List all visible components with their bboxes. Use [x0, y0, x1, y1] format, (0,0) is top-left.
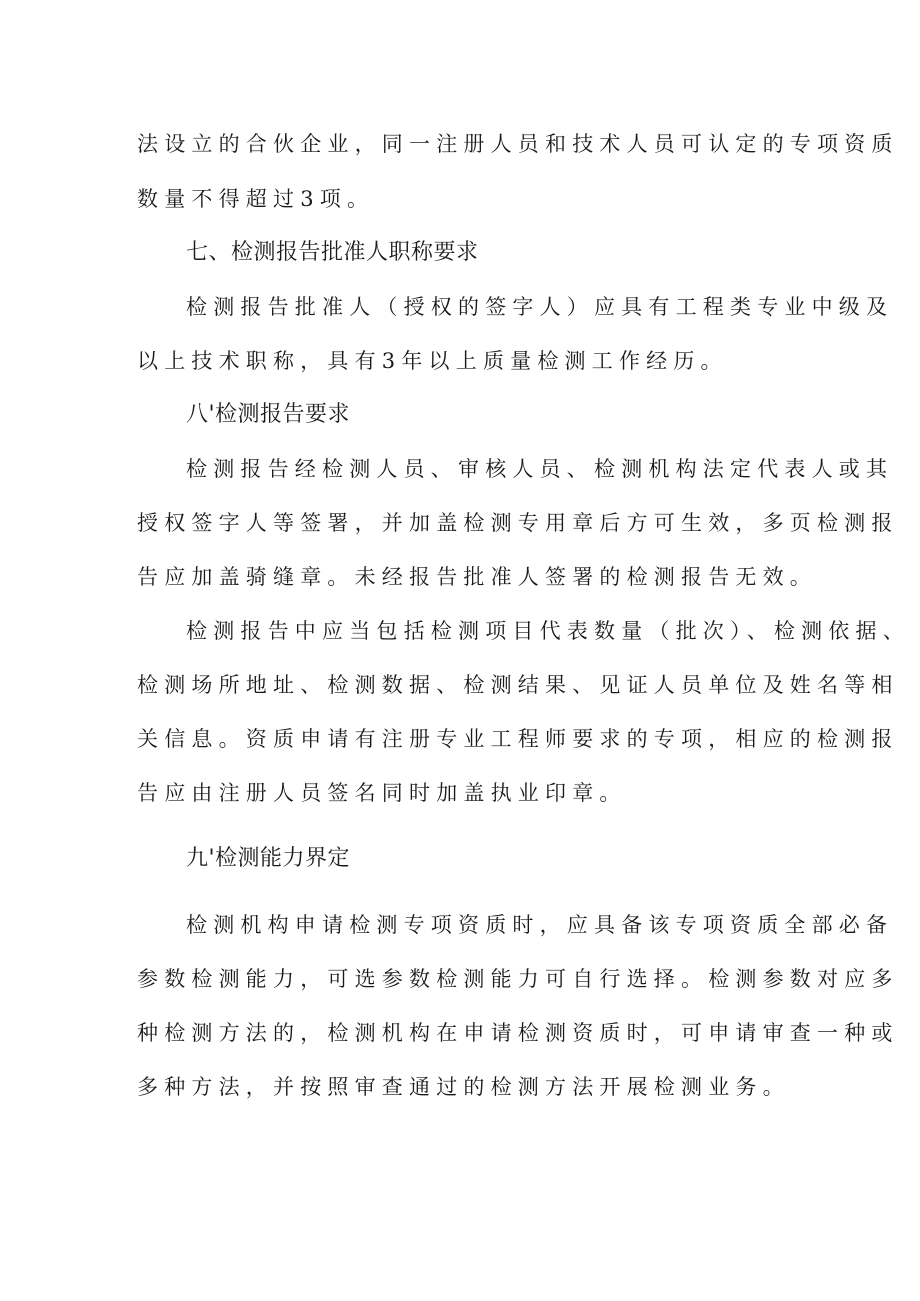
body-text-line: 关信息。资质申请有注册专业工程师要求的专项，相应的检测报 — [137, 727, 899, 751]
body-text-line: 检测报告中应当包括检测项目代表数量（批次）、检测依据、 — [186, 619, 910, 643]
body-text-line: 检测报告批准人（授权的签字人）应具有工程类专业中级及 — [186, 295, 894, 319]
body-text-line: 法设立的合伙企业，同一注册人员和技术人员可认定的专项资质 — [137, 132, 899, 156]
body-text-line: 告应加盖骑缝章。未经报告批准人签署的检测报告无效。 — [137, 565, 817, 589]
body-text-line: 参数检测能力，可选参数检测能力可自行选择。检测参数对应多 — [137, 967, 899, 991]
body-text-line: 种检测方法的，检测机构在申请检测资质时，可申请审查一种或 — [137, 1021, 899, 1045]
section-8-heading: 八'检测报告要求 — [186, 402, 351, 427]
body-text-line: 授权签字人等签署，并加盖检测专用章后方可生效，多页检测报 — [137, 511, 899, 535]
body-text-line: 检测场所地址、检测数据、检测结果、见证人员单位及姓名等相 — [137, 673, 899, 697]
body-text-line: 以上技术职称，具有3年以上质量检测工作经历。 — [137, 349, 728, 373]
body-text-line: 多种方法，并按照审查通过的检测方法开展检测业务。 — [137, 1075, 790, 1099]
section-9-heading: 九'检测能力界定 — [186, 846, 351, 871]
section-7-heading: 七、检测报告批准人职称要求 — [186, 240, 479, 265]
body-text-line: 告应由注册人员签名同时加盖执业印章。 — [137, 781, 627, 805]
body-text-line: 检测报告经检测人员、审核人员、检测机构法定代表人或其 — [186, 457, 894, 481]
body-text-line: 数量不得超过3项。 — [137, 187, 375, 211]
body-text-line: 检测机构申请检测专项资质时，应具备该专项资质全部必备 — [186, 913, 894, 937]
